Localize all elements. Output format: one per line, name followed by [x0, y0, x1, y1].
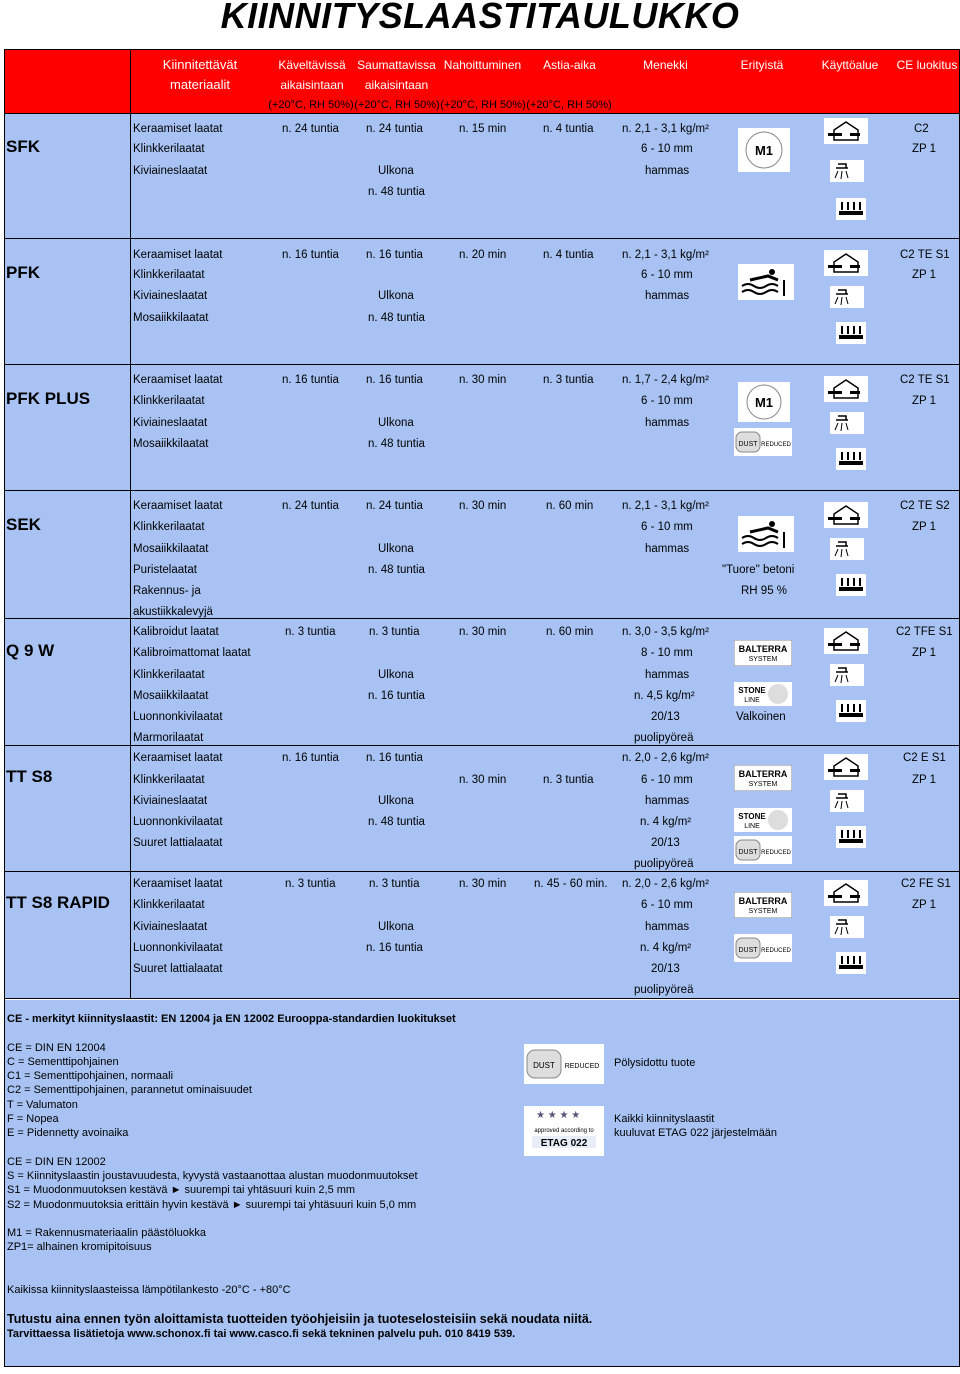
outdoor-time: n. 16 tuntia: [368, 690, 425, 702]
legend-line: CE = DIN EN 12004: [7, 1042, 106, 1054]
header-material-1: Kiinnitettävät: [162, 57, 238, 72]
svg-text:DUST: DUST: [738, 849, 758, 856]
material: Mosaiikkilaatat: [133, 690, 209, 702]
header-cond-adjust: (+20°C, RH 50%): [440, 99, 526, 111]
adjust-time: n. 30 min: [459, 626, 507, 638]
walk-time: n. 16 tuntia: [282, 752, 339, 764]
usage: n. 2,1 - 3,1 kg/m²: [622, 500, 709, 512]
usage: n. 4 kg/m²: [640, 942, 692, 954]
adjust-time: n. 30 min: [459, 878, 507, 890]
product-name-tts8-rapid: TT S8 RAPID: [6, 893, 110, 912]
floor-heating-icon: [836, 322, 866, 344]
material: Suuret lattialaatat: [133, 963, 223, 975]
material: Keraamiset laatat: [133, 123, 223, 135]
stone-line-icon: [734, 682, 792, 706]
floor-heating-icon: [836, 448, 866, 470]
swimming-pool-icon: [738, 516, 794, 552]
material: Klinkkerilaatat: [133, 899, 205, 911]
trowel: 6 - 10 mm: [641, 143, 693, 155]
pot-life: n. 60 min: [546, 500, 594, 512]
product-name-q9w: Q 9 W: [6, 641, 55, 660]
legend-line: CE = DIN EN 12002: [7, 1156, 106, 1168]
ce-class: C2 FE S1: [901, 878, 951, 890]
grid-line: [4, 745, 960, 746]
grid-line: [130, 49, 131, 999]
special-note: RH 95 %: [741, 585, 788, 597]
walk-time: n. 24 tuntia: [282, 123, 339, 135]
material: Kiviaineslaatat: [133, 165, 208, 177]
pot-life: n. 3 tuntia: [543, 374, 594, 386]
indoor-use-icon: [824, 118, 868, 144]
adjust-time: n. 30 min: [459, 500, 507, 512]
legend-line: T = Valumaton: [7, 1099, 78, 1111]
pot-life: n. 45 - 60 min.: [534, 878, 608, 890]
legend-line: E = Pidennetty avoinaika: [7, 1127, 129, 1139]
svg-text:★ ★ ★ ★: ★ ★ ★ ★: [536, 1110, 581, 1121]
material: Mosaiikkilaatat: [133, 312, 209, 324]
material: Kalibroimattomat laatat: [133, 647, 251, 659]
usage: n. 2,1 - 3,1 kg/m²: [622, 249, 709, 261]
legend-line: S1 = Muodonmuutoksen kestävä ► suurempi tai yhtäsuuri kuin 2,5 mm: [7, 1184, 356, 1196]
material: Kiviaineslaatat: [133, 921, 208, 933]
grid-line: [4, 364, 960, 365]
material: Luonnonkivilaatat: [133, 711, 223, 723]
balterra-system-icon: [734, 892, 792, 918]
legend-line: M1 = Rakennusmateriaalin päästöluokka: [7, 1227, 207, 1239]
balterra-system-icon: [734, 640, 792, 666]
etag-022-icon: [524, 1106, 604, 1156]
svg-text:DUST: DUST: [738, 947, 758, 954]
outdoor-time: n. 48 tuntia: [368, 564, 425, 576]
svg-text:BALTERRA: BALTERRA: [738, 769, 788, 779]
legend-line: Kaikissa kiinnityslaasteissa lämpötilankesto -20°C - +80°C: [7, 1284, 291, 1296]
grout-time: n. 16 tuntia: [366, 374, 423, 386]
material: Keraamiset laatat: [133, 500, 223, 512]
material: Klinkkerilaatat: [133, 521, 205, 533]
trowel-shape: puolipyöreä: [634, 732, 694, 744]
etag-description: kuuluvat ETAG 022 järjestelmään: [614, 1127, 778, 1139]
dust-reduced-icon: [734, 836, 792, 864]
header-cond-grout: (+20°C, RH 50%): [354, 99, 440, 111]
svg-text:ETAG 022: ETAG 022: [540, 1138, 588, 1149]
m1-emission-icon: [738, 128, 790, 172]
adjust-time: n. 20 min: [459, 249, 507, 261]
floor-heating-icon: [836, 574, 866, 596]
adjust-time: n. 30 min: [459, 374, 507, 386]
legend-line: C1 = Sementtipohjainen, normaali: [7, 1070, 174, 1082]
dust-reduced-icon: [734, 934, 792, 962]
ce-class: C2 TFE S1: [896, 626, 953, 638]
material: Suuret lattialaatat: [133, 837, 223, 849]
ce-zp: ZP 1: [912, 521, 937, 533]
svg-text:BALTERRA: BALTERRA: [738, 896, 788, 906]
material: Klinkkerilaatat: [133, 395, 205, 407]
outdoor-time: n. 48 tuntia: [368, 816, 425, 828]
shower-icon: [830, 160, 864, 182]
trowel: 6 - 10 mm: [641, 395, 693, 407]
legend-note: Tutustu aina ennen työn aloittamista tuotteiden työohjeisiin ja tuoteselosteisiin sekä noudata niitä.: [7, 1312, 593, 1326]
svg-text:REDUCED: REDUCED: [761, 442, 791, 448]
grout-time: n. 16 tuntia: [366, 249, 423, 261]
walk-time: n. 3 tuntia: [285, 878, 336, 890]
material: Keraamiset laatat: [133, 752, 223, 764]
header-cond-pot: (+20°C, RH 50%): [526, 99, 612, 111]
material: Klinkkerilaatat: [133, 669, 205, 681]
legend-title: CE - merkityt kiinnityslaastit: EN 12004 ja EN 12002 Eurooppa-standardien luokitukset: [7, 1013, 456, 1025]
svg-text:SYSTEM: SYSTEM: [748, 908, 778, 915]
svg-text:SYSTEM: SYSTEM: [748, 781, 778, 788]
header-area: Käyttöalue: [821, 58, 879, 72]
material: Klinkkerilaatat: [133, 143, 205, 155]
floor-heating-icon: [836, 700, 866, 722]
header-ce: CE luokitus: [896, 58, 958, 72]
material: Mosaiikkilaatat: [133, 543, 209, 555]
grid-line: [4, 998, 960, 999]
ce-class: C2 E S1: [903, 752, 946, 764]
legend-contact: Tarvittaessa lisätietoja www.schonox.fi tai www.casco.fi sekä tekninen palvelu puh. 010 8419 539.: [7, 1328, 516, 1340]
svg-text:STONE: STONE: [738, 686, 766, 695]
adjust-time: n. 15 min: [459, 123, 507, 135]
svg-text:M1: M1: [754, 143, 774, 158]
special-note: Valkoinen: [736, 711, 786, 723]
trowel: 8 - 10 mm: [641, 647, 693, 659]
svg-text:M1: M1: [754, 395, 774, 410]
grid-line: [4, 999, 5, 1367]
svg-text:LINE: LINE: [744, 697, 760, 704]
material: Mosaiikkilaatat: [133, 438, 209, 450]
ce-class: C2 TE S2: [900, 500, 950, 512]
grid-line: [4, 1366, 960, 1367]
grout-time: n. 3 tuntia: [369, 878, 420, 890]
shower-icon: [830, 790, 864, 812]
material: Keraamiset laatat: [133, 374, 223, 386]
header-material-2: materiaalit: [170, 77, 230, 92]
header-cond-walk: (+20°C, RH 50%): [268, 99, 354, 111]
legend-line: S = Kiinnityslaastin joustavuudesta, kyvystä vastaanottaa alustan muodonmuutokset: [7, 1170, 418, 1182]
usage: n. 2,1 - 3,1 kg/m²: [622, 123, 709, 135]
svg-text:DUST: DUST: [533, 1061, 555, 1070]
walk-time: n. 16 tuntia: [282, 249, 339, 261]
grid-line: [4, 113, 960, 114]
shower-icon: [830, 538, 864, 560]
outdoor-label: Ulkona: [378, 165, 414, 177]
dust-reduced-icon: [734, 428, 792, 456]
trowel: 20/13: [651, 963, 680, 975]
dust-reduced-icon: [524, 1044, 604, 1084]
hammas: hammas: [645, 921, 690, 933]
shower-icon: [830, 664, 864, 686]
ce-class: C2 TE S1: [900, 249, 950, 261]
trowel: 6 - 10 mm: [641, 774, 693, 786]
header-grout-2: aikaisintaan: [364, 78, 429, 92]
grid-line: [4, 49, 960, 50]
usage: n. 3,0 - 3,5 kg/m²: [622, 626, 709, 638]
product-name-pfk: PFK: [6, 263, 40, 282]
ce-class: C2: [914, 123, 929, 135]
indoor-use-icon: [824, 250, 868, 276]
ce-zp: ZP 1: [912, 899, 937, 911]
outdoor-time: n. 16 tuntia: [366, 942, 423, 954]
adjust-time: n. 30 min: [459, 774, 507, 786]
material: Kiviaineslaatat: [133, 417, 208, 429]
shower-icon: [830, 916, 864, 938]
svg-text:BALTERRA: BALTERRA: [738, 644, 788, 654]
grout-time: n. 24 tuntia: [366, 500, 423, 512]
svg-text:approved according to: approved according to: [534, 1128, 594, 1134]
special-note: "Tuore" betoni: [722, 564, 795, 576]
grid-line: [4, 871, 960, 872]
svg-text:LINE: LINE: [744, 823, 760, 830]
material: Klinkkerilaatat: [133, 774, 205, 786]
material: Luonnonkivilaatat: [133, 816, 223, 828]
grout-time: n. 24 tuntia: [366, 123, 423, 135]
product-name-sfk: SFK: [6, 137, 40, 156]
grid-line: [4, 49, 5, 999]
walk-time: n. 24 tuntia: [282, 500, 339, 512]
svg-text:REDUCED: REDUCED: [564, 1063, 600, 1070]
product-name-sek: SEK: [6, 515, 41, 534]
hammas: hammas: [645, 669, 690, 681]
legend-line: C = Sementtipohjainen: [7, 1056, 119, 1068]
svg-text:REDUCED: REDUCED: [761, 850, 791, 856]
grout-time: n. 3 tuntia: [369, 626, 420, 638]
trowel: 20/13: [651, 711, 680, 723]
pot-life: n. 4 tuntia: [543, 249, 594, 261]
material: akustiikkalevyjä: [133, 606, 213, 618]
header-walk-2: aikaisintaan: [280, 78, 344, 92]
material: Kiviaineslaatat: [133, 290, 208, 302]
outdoor-label: Ulkona: [378, 290, 414, 302]
material: Keraamiset laatat: [133, 878, 223, 890]
usage: n. 2,0 - 2,6 kg/m²: [622, 878, 709, 890]
dust-description: Pölysidottu tuote: [614, 1057, 696, 1069]
trowel: 6 - 10 mm: [641, 521, 693, 533]
svg-text:REDUCED: REDUCED: [761, 948, 791, 954]
floor-heating-icon: [836, 952, 866, 974]
floor-heating-icon: [836, 826, 866, 848]
outdoor-label: Ulkona: [378, 921, 414, 933]
usage: n. 4 kg/m²: [640, 816, 692, 828]
svg-text:SYSTEM: SYSTEM: [748, 656, 778, 663]
etag-description: Kaikki kiinnityslaastit: [614, 1113, 715, 1125]
ce-class: C2 TE S1: [900, 374, 950, 386]
svg-text:STONE: STONE: [738, 812, 766, 821]
outdoor-time: n. 48 tuntia: [368, 438, 425, 450]
trowel: 6 - 10 mm: [641, 269, 693, 281]
material: Luonnonkivilaatat: [133, 942, 223, 954]
usage: n. 4,5 kg/m²: [634, 690, 695, 702]
outdoor-label: Ulkona: [378, 795, 414, 807]
grid-line: [4, 238, 960, 239]
legend-line: C2 = Sementtipohjainen, parannetut ominaisuudet: [7, 1084, 252, 1096]
trowel: 20/13: [651, 837, 680, 849]
pot-life: n. 3 tuntia: [543, 774, 594, 786]
hammas: hammas: [645, 543, 690, 555]
balterra-system-icon: [734, 765, 792, 791]
material: Rakennus- ja: [133, 585, 201, 597]
legend-line: ZP1= alhainen kromipitoisuus: [7, 1241, 152, 1253]
indoor-use-icon: [824, 880, 868, 906]
material: Klinkkerilaatat: [133, 269, 205, 281]
header-special: Erityistä: [740, 58, 784, 72]
shower-icon: [830, 412, 864, 434]
m1-emission-icon: [738, 382, 790, 422]
indoor-use-icon: [824, 376, 868, 402]
legend-line: F = Nopea: [7, 1113, 59, 1125]
material: Kiviaineslaatat: [133, 795, 208, 807]
material: Marmorilaatat: [133, 732, 204, 744]
header-usage: Menekki: [643, 58, 688, 72]
indoor-use-icon: [824, 628, 868, 654]
header-adjust: Nahoittuminen: [443, 58, 522, 72]
trowel-shape: puolipyöreä: [634, 858, 694, 870]
walk-time: n. 3 tuntia: [285, 626, 336, 638]
trowel-shape: puolipyöreä: [634, 984, 694, 996]
hammas: hammas: [645, 165, 690, 177]
walk-time: n. 16 tuntia: [282, 374, 339, 386]
ce-zp: ZP 1: [912, 647, 937, 659]
material: Keraamiset laatat: [133, 249, 223, 261]
ce-zp: ZP 1: [912, 395, 937, 407]
pot-life: n. 4 tuntia: [543, 123, 594, 135]
page-title: KIINNITYSLAASTITAULUKKO: [220, 0, 740, 36]
material: Kalibroidut laatat: [133, 626, 219, 638]
product-name-pfk-plus: PFK PLUS: [6, 389, 91, 408]
hammas: hammas: [645, 417, 690, 429]
outdoor-time: n. 48 tuntia: [368, 186, 425, 198]
legend-line: S2 = Muodonmuutoksia erittäin hyvin kestävä ► suurempi tai yhtäsuuri kuin 5,0 mm: [7, 1199, 417, 1211]
outdoor-label: Ulkona: [378, 543, 414, 555]
product-name-tts8: TT S8: [6, 767, 53, 786]
trowel: 6 - 10 mm: [641, 899, 693, 911]
floor-heating-icon: [836, 198, 866, 220]
outdoor-time: n. 48 tuntia: [368, 312, 425, 324]
ce-zp: ZP 1: [912, 269, 937, 281]
ce-zp: ZP 1: [912, 774, 937, 786]
swimming-pool-icon: [738, 264, 794, 300]
header-walk-1: Käveltävissä: [278, 58, 346, 72]
svg-text:DUST: DUST: [738, 441, 758, 448]
indoor-use-icon: [824, 502, 868, 528]
header-grout-1: Saumattavissa: [357, 58, 436, 72]
usage: n. 2,0 - 2,6 kg/m²: [622, 752, 709, 764]
indoor-use-icon: [824, 754, 868, 780]
outdoor-label: Ulkona: [378, 417, 414, 429]
header-pot: Astia-aika: [543, 58, 596, 72]
grid-line: [4, 490, 960, 491]
shower-icon: [830, 286, 864, 308]
ce-zp: ZP 1: [912, 143, 937, 155]
stone-line-icon: [734, 808, 792, 832]
grout-time: n. 16 tuntia: [366, 752, 423, 764]
usage: n. 1,7 - 2,4 kg/m²: [622, 374, 709, 386]
hammas: hammas: [645, 290, 690, 302]
outdoor-label: Ulkona: [378, 669, 414, 681]
material: Puristelaatat: [133, 564, 197, 576]
pot-life: n. 60 min: [546, 626, 594, 638]
hammas: hammas: [645, 795, 690, 807]
